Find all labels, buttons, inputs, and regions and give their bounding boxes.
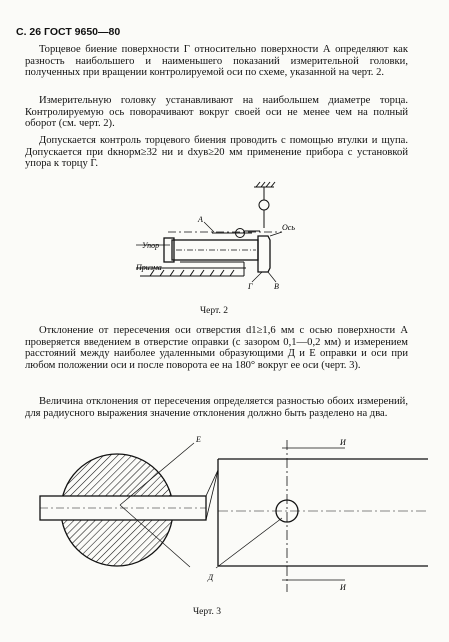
paragraph-intersection-deviation: Отклонение от пересечения оси отверстия d1≥1,6 мм с осью поверхности А проверяется введением в отверстие оправки (с зазором 0,1—0,2 мм) и измерением расстояний между наиболее удаленными образующими Д и Е оправки и оси при любом положении оси и после поворота ее на 180° вокруг ее оси (черт. 3). — [25, 325, 408, 371]
paragraph-runout-definition: Торцевое биение поверхности Г относительно поверхности А определяют как разность наибольшего и наименьшего показаний измерительной головки, полученных при вращении контролируемой оси по схеме, указанной на черт. 2. — [25, 44, 408, 79]
label-v: В — [274, 282, 279, 291]
paragraph-sleeve-control: Допускается контроль торцевого биения проводить с помощью втулки и щупа. Допускается при dкнорм≥32 ни и dхув≥20 мм применение прибора с установкой упора к торцу Г. — [25, 135, 408, 170]
label-i-top: И — [340, 438, 346, 447]
label-d: Д — [208, 573, 214, 582]
shaft-side-view — [218, 459, 428, 566]
paragraph-deviation-value: Величина отклонения от пересечения определяется разностью обоих измерений, для радиусного выражения значение отклонения должно быть разделено на два. — [25, 396, 408, 419]
paragraph-measuring-head: Измерительную головку устанавливают на наибольшем диаметре торца. Контролируемую ось поворачивают вокруг своей оси не менее чем на полный оборот (см. черт. 2). — [25, 95, 408, 130]
page-header: С. 26 ГОСТ 9650—80 — [16, 26, 121, 38]
figure-3-caption: Черт. 3 — [193, 607, 221, 617]
label-upor: Упор — [142, 241, 160, 250]
label-i-bottom: И — [340, 583, 346, 592]
label-a: А — [198, 215, 203, 224]
label-g: Г — [248, 282, 253, 291]
label-prizma: Призма — [136, 263, 162, 272]
figure-2-caption: Черт. 2 — [200, 306, 228, 316]
label-e: Е — [196, 435, 201, 444]
label-os: Ось — [282, 223, 295, 232]
